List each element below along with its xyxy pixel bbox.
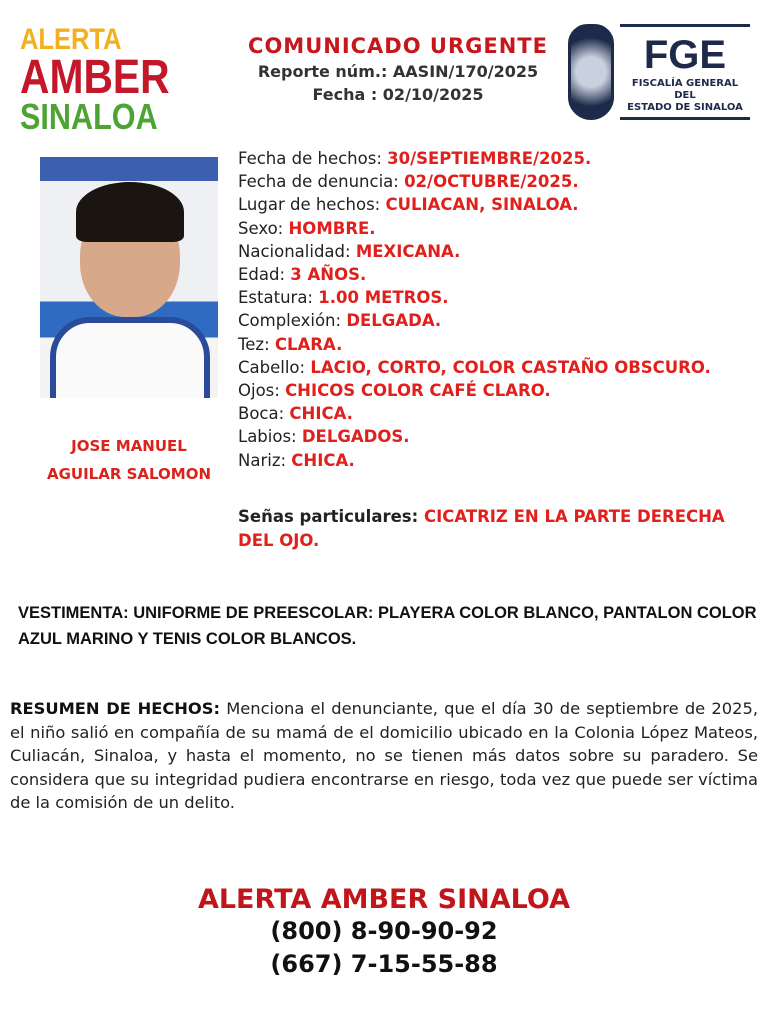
alerta-amber-logo	[20, 23, 182, 138]
detail-value: DELGADA.	[346, 311, 442, 331]
name-line-1: JOSE MANUEL	[71, 437, 187, 455]
fge-logo	[620, 24, 750, 120]
detail-label: Estatura:	[238, 288, 319, 308]
logo-line-3: SINALOA	[20, 96, 158, 138]
detail-value: CHICA.	[291, 450, 355, 470]
detail-label: Sexo:	[238, 218, 289, 238]
name-line-2: AGUILAR SALOMON	[46, 465, 212, 483]
detail-label: Fecha de denuncia:	[238, 172, 405, 192]
detail-row	[238, 309, 711, 332]
detail-row	[238, 170, 711, 193]
detail-row	[238, 193, 711, 216]
detail-row	[238, 356, 711, 379]
detail-value: CHICA.	[289, 404, 353, 424]
footer-contact	[0, 884, 768, 981]
summary-text: Menciona el denunciante, que el día 30 de septiembre de 2025, el niño salió en compañía de su mamá de el domicilio ubicado en la Colonia López Mateos, Culiacán, Sinaloa, y hasta el momento, no se tienen más datos sobre su paradero. Se considera que su integridad pudiera encontrarse en riesgo, toda vez que puede ser víctima de la comisión de un delito.	[10, 699, 758, 812]
child-name	[20, 432, 238, 488]
logo-line-2: AMBER	[20, 50, 170, 104]
summary-label: RESUMEN DE HECHOS:	[10, 699, 220, 718]
detail-label: Lugar de hechos:	[238, 195, 386, 215]
detail-value: MEXICANA.	[355, 241, 461, 261]
detail-row	[238, 263, 711, 286]
detail-value: 02/OCTUBRE/2025.	[404, 172, 579, 192]
detail-row	[238, 333, 711, 356]
detail-label: Ojos:	[238, 381, 286, 401]
detail-value: HOMBRE.	[288, 218, 376, 238]
detail-value: 3 AÑOS.	[290, 265, 367, 285]
detail-label: Labios:	[238, 427, 302, 447]
details-list	[238, 147, 711, 472]
detail-row	[238, 449, 711, 472]
detail-row	[238, 147, 711, 170]
detail-label: Cabello:	[238, 357, 311, 377]
detail-row	[238, 217, 711, 240]
missing-child-photo	[40, 157, 218, 398]
detail-label: Nacionalidad:	[238, 241, 356, 261]
phone-number-1[interactable]: (800) 8-90-90-92	[270, 917, 498, 945]
detail-value: DELGADOS.	[301, 427, 410, 447]
detail-value: CULIACAN, SINALOA.	[385, 195, 579, 215]
detail-row	[238, 425, 711, 448]
detail-value: CHICOS COLOR CAFÉ CLARO.	[285, 381, 551, 401]
senas-value: CICATRIZ EN LA PARTE DERECHA DEL OJO.	[238, 507, 725, 550]
detail-row	[238, 286, 711, 309]
detail-row	[238, 402, 711, 425]
header	[228, 34, 568, 104]
distinguishing-marks	[238, 505, 758, 553]
logo-line-1: ALERTA	[20, 23, 122, 56]
detail-label: Tez:	[238, 334, 275, 354]
detail-value: 1.00 METROS.	[318, 288, 449, 308]
sinaloa-seal-icon	[568, 24, 614, 120]
detail-value: CLARA.	[274, 334, 343, 354]
phone-number-2[interactable]: (667) 7-15-55-88	[270, 950, 498, 978]
detail-label: Nariz:	[238, 450, 292, 470]
fge-line-2: ESTADO DE SINALOA	[627, 102, 743, 113]
detail-label: Boca:	[238, 404, 290, 424]
detail-label: Fecha de hechos:	[238, 149, 388, 168]
detail-row	[238, 240, 711, 263]
detail-label: Complexión:	[238, 311, 347, 331]
report-date: Fecha : 02/10/2025	[312, 85, 484, 104]
detail-row	[238, 379, 711, 402]
detail-value: LACIO, CORTO, COLOR CASTAÑO OBSCURO.	[310, 357, 711, 377]
detail-label: Edad:	[238, 265, 291, 285]
summary-of-facts	[10, 697, 758, 815]
senas-label: Señas particulares:	[238, 507, 424, 526]
footer-title: ALERTA AMBER SINALOA	[197, 884, 571, 915]
clothing-description: VESTIMENTA: UNIFORME DE PREESCOLAR: PLAYERA COLOR BLANCO, PANTALON COLOR AZUL MARINO Y TENIS COLOR BLANCOS.	[18, 604, 757, 648]
fge-line-1: FISCALÍA GENERAL DEL	[631, 78, 739, 101]
report-number: Reporte núm.: AASIN/170/2025	[257, 62, 539, 81]
detail-value: 30/SEPTIEMBRE/2025.	[387, 149, 592, 168]
header-title: COMUNICADO URGENTE	[248, 34, 548, 58]
fge-abbr: FGE	[643, 33, 727, 77]
